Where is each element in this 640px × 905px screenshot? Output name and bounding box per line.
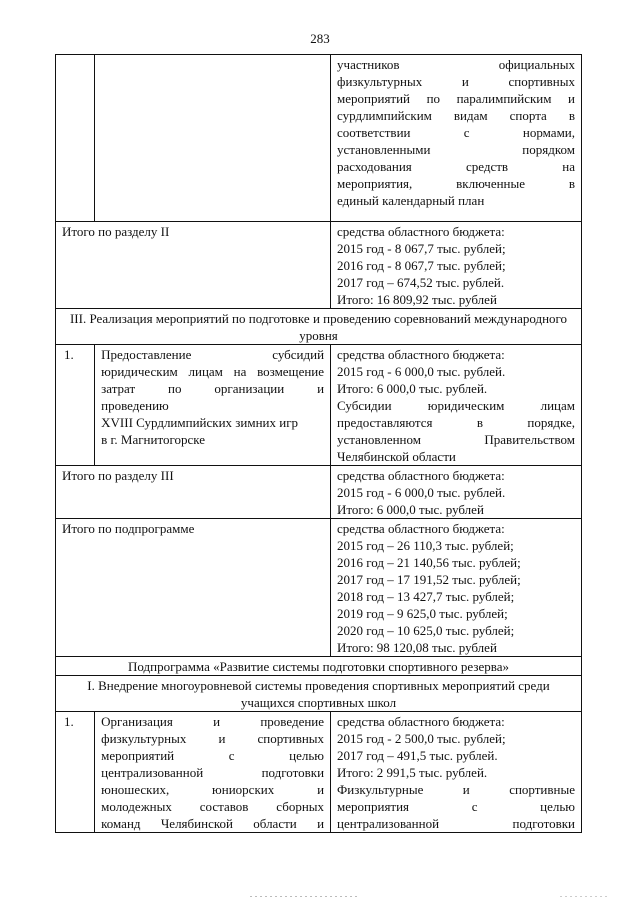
text-line: Физкультурные и спортивные xyxy=(337,782,575,797)
text-line: физкультурных и спортивных xyxy=(337,74,575,89)
value-line: Итого: 16 809,92 тыс. рублей xyxy=(337,292,497,307)
value-line: 2015 год - 6 000,0 тыс. рублей. xyxy=(337,485,506,500)
name-line: затрат по организации и xyxy=(101,381,325,396)
name-line: мероприятий с целью xyxy=(101,748,325,763)
text-line: мероприятия с целью xyxy=(337,799,575,814)
subprogram-header: Подпрограмма «Развитие системы подготовки спортивного резерва» xyxy=(56,657,582,676)
row-number-cell: 1. xyxy=(56,345,95,466)
name-line: молодежных составов сборных xyxy=(101,799,325,814)
text-line: сурдлимпийским видам спорта в xyxy=(337,108,575,123)
value-line: 2019 год – 9 625,0 тыс. рублей; xyxy=(337,606,508,621)
row-text-cell xyxy=(331,345,582,466)
value-line: средства областного бюджета: xyxy=(337,224,505,239)
text-line: соответствии с нормами, xyxy=(337,125,575,140)
text-line: установленными порядком xyxy=(337,142,575,157)
row-text-cell xyxy=(331,55,582,222)
text-line: мероприятий по паралимпийским и xyxy=(337,91,575,106)
text-line: Субсидии юридическим лицам xyxy=(337,398,575,413)
text-line: участников официальных xyxy=(337,57,575,72)
name-line: централизованной подготовки xyxy=(101,765,325,780)
table-row-subprogram-header xyxy=(56,657,582,676)
value-line: средства областного бюджета: xyxy=(337,521,505,536)
value-line: 2017 год – 17 191,52 тыс. рублей; xyxy=(337,572,521,587)
name-line: Предоставление субсидий xyxy=(101,347,325,362)
name-line: юношеских, юниорских и xyxy=(101,782,325,797)
text-line: расходования средств на xyxy=(337,159,575,174)
text-line: средства областного бюджета: xyxy=(337,347,505,362)
measures-table xyxy=(55,54,582,833)
name-line: XVIII Сурдлимпийских зимних игр xyxy=(101,415,299,430)
text-line: Итого: 6 000,0 тыс. рублей. xyxy=(337,381,488,396)
text-line: мероприятия, включенные в xyxy=(337,176,575,191)
section-3-header: III. Реализация мероприятий по подготовке и проведению соревнований международного уровня xyxy=(56,309,582,345)
bottom-scan-line xyxy=(0,896,640,897)
total-values-cell xyxy=(331,466,582,519)
text-line: установленном Правительством xyxy=(337,432,575,447)
text-line: Итого: 2 991,5 тыс. рублей. xyxy=(337,765,488,780)
total-values-cell xyxy=(331,222,582,309)
table-row-section-header xyxy=(56,309,582,345)
table-row-total-section-3 xyxy=(56,466,582,519)
name-line: Организация и проведение xyxy=(101,714,325,729)
text-line: 2015 год - 6 000,0 тыс. рублей. xyxy=(337,364,506,379)
text-line: Челябинской области xyxy=(337,449,456,464)
name-line: физкультурных и спортивных xyxy=(101,731,325,746)
table-row-total-section-2 xyxy=(56,222,582,309)
row-name-cell xyxy=(95,345,331,466)
text-line: 2015 год - 2 500,0 тыс. рублей; xyxy=(337,731,506,746)
table-row-total-subprogram xyxy=(56,519,582,657)
value-line: 2015 год - 8 067,7 тыс. рублей; xyxy=(337,241,506,256)
table-row-continuation xyxy=(56,55,582,222)
table-row-measure xyxy=(56,345,582,466)
value-line: 2016 год – 21 140,56 тыс. рублей; xyxy=(337,555,521,570)
row-text-cell xyxy=(331,712,582,833)
name-line: юридическим лицам на возмещение xyxy=(101,364,325,379)
value-line: средства областного бюджета: xyxy=(337,468,505,483)
total-label-cell: Итого по подпрограмме xyxy=(56,519,331,657)
text-line: предоставляются в порядке, xyxy=(337,415,575,430)
text-line: централизованной подготовки xyxy=(337,816,575,831)
text-line: 2017 год – 491,5 тыс. рублей. xyxy=(337,748,498,763)
table-row-section-header xyxy=(56,676,582,712)
name-line: команд Челябинской области и xyxy=(101,816,325,831)
text-line: средства областного бюджета: xyxy=(337,714,505,729)
value-line: 2017 год – 674,52 тыс. рублей. xyxy=(337,275,505,290)
section-1-header: I. Внедрение многоуровневой системы проведения спортивных мероприятий среди учащихся спортивных школ xyxy=(56,676,582,712)
table-row-measure xyxy=(56,712,582,833)
row-name-cell xyxy=(95,55,331,222)
page-number: 283 xyxy=(310,31,330,46)
value-line: 2018 год – 13 427,7 тыс. рублей; xyxy=(337,589,515,604)
total-values-cell xyxy=(331,519,582,657)
value-line: Итого: 6 000,0 тыс. рублей xyxy=(337,502,484,517)
value-line: 2016 год - 8 067,7 тыс. рублей; xyxy=(337,258,506,273)
value-line: 2015 год – 26 110,3 тыс. рублей; xyxy=(337,538,514,553)
text-line: единый календарный план xyxy=(337,193,485,208)
row-name-cell xyxy=(95,712,331,833)
value-line: 2020 год – 10 625,0 тыс. рублей; xyxy=(337,623,515,638)
value-line: Итого: 98 120,08 тыс. рублей xyxy=(337,640,497,655)
total-label-cell: Итого по разделу II xyxy=(56,222,331,309)
total-label-cell: Итого по разделу III xyxy=(56,466,331,519)
name-line: в г. Магнитогорске xyxy=(101,432,206,447)
row-number-cell: 1. xyxy=(56,712,95,833)
name-line: проведению xyxy=(101,398,169,413)
row-number-cell xyxy=(56,55,95,222)
